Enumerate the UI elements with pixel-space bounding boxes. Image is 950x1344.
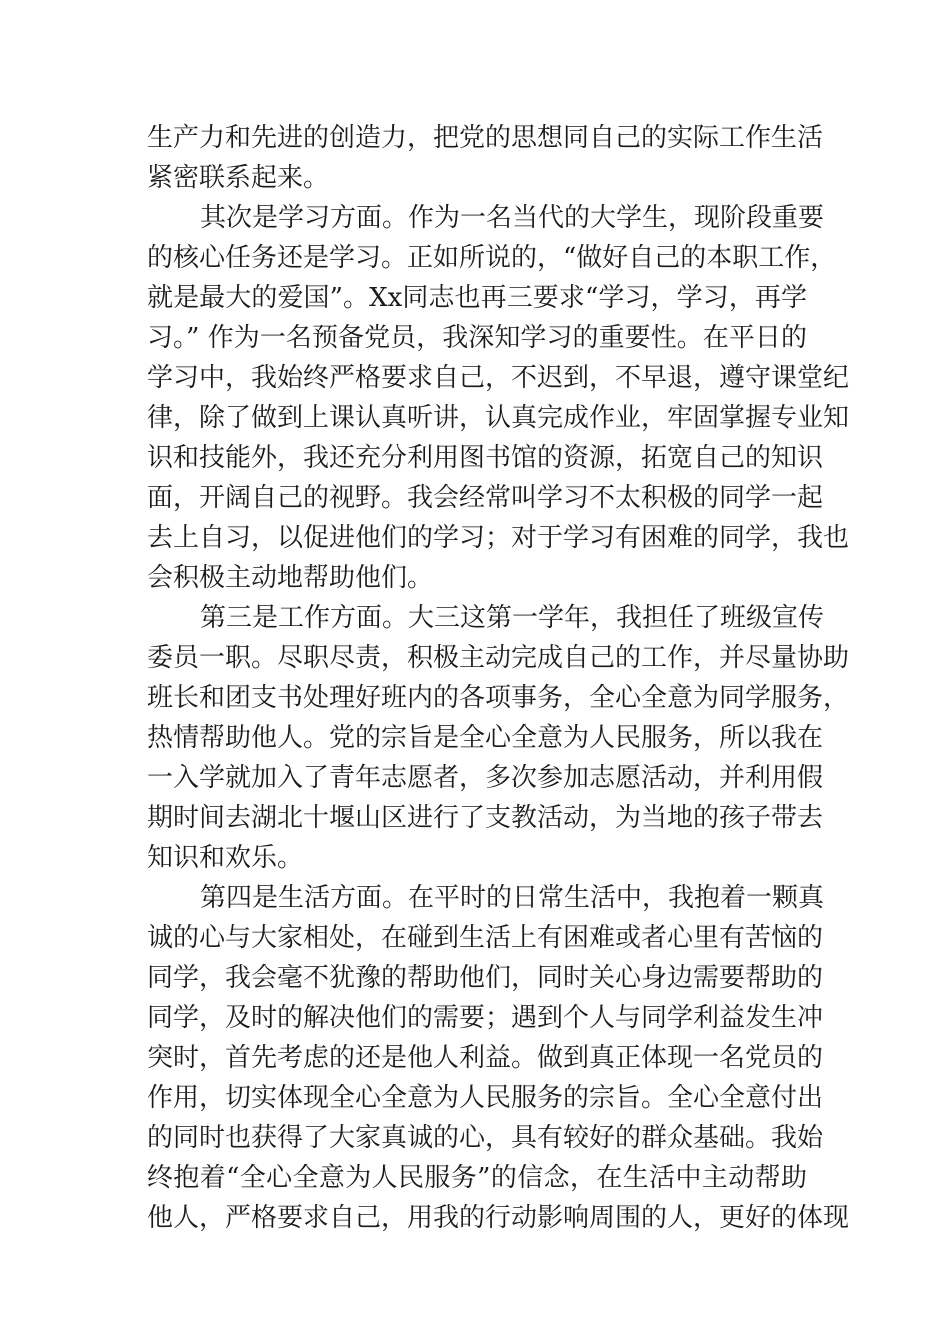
text-line: 一入学就加入了青年志愿者，多次参加志愿活动，并利用假 xyxy=(147,763,824,793)
text-line: 去上自习，以促进他们的学习；对于学习有困难的同学，我也 xyxy=(147,523,850,553)
text-line: 紧密联系起来。 xyxy=(147,163,330,193)
text-line: 识和技能外，我还充分利用图书馆的资源，拓宽自己的知识 xyxy=(147,443,824,473)
text-line: 委员一职。尽职尽责，积极主动完成自己的工作，并尽量协助 xyxy=(147,643,850,673)
text-line: 班长和团支书处理好班内的各项事务，全心全意为同学服务， xyxy=(147,683,850,713)
text-line: 同学，及时的解决他们的需要；遇到个人与同学利益发生冲 xyxy=(147,1003,824,1033)
text-line: 习。” 作为一名预备党员，我深知学习的重要性。在平日的 xyxy=(147,323,807,353)
text-line: 期时间去湖北十堰山区进行了支教活动，为当地的孩子带去 xyxy=(147,803,824,833)
text-line: 他人，严格要求自己，用我的行动影响周围的人，更好的体现 xyxy=(147,1203,850,1233)
text-line: 终抱着“全心全意为人民服务”的信念，在生活中主动帮助 xyxy=(147,1163,807,1193)
text-line: 会积极主动地帮助他们。 xyxy=(147,563,434,593)
text-line: 突时，首先考虑的还是他人利益。做到真正体现一名党员的 xyxy=(147,1043,824,1073)
text-line: 面，开阔自己的视野。我会经常叫学习不太积极的同学一起 xyxy=(147,483,824,513)
text-line: 的核心任务还是学习。正如所说的，“做好自己的本职工作， xyxy=(147,243,837,273)
text-line: 知识和欢乐。 xyxy=(147,843,304,873)
text-line: 生产力和先进的创造力，把党的思想同自己的实际工作生活 xyxy=(147,123,824,153)
text-line: 的同时也获得了大家真诚的心，具有较好的群众基础。我始 xyxy=(147,1123,824,1153)
paragraph-start-line: 第四是生活方面。在平时的日常生活中，我抱着一颗真 xyxy=(200,883,825,913)
text-line: 热情帮助他人。党的宗旨是全心全意为人民服务，所以我在 xyxy=(147,723,824,753)
text-line: 律，除了做到上课认真听讲，认真完成作业，牢固掌握专业知 xyxy=(147,403,850,433)
text-line: 作用，切实体现全心全意为人民服务的宗旨。全心全意付出 xyxy=(147,1083,824,1113)
text-line: 诚的心与大家相处，在碰到生活上有困难或者心里有苦恼的 xyxy=(147,923,824,953)
text-line: 就是最大的爱国”。Xx同志也再三要求“学习，学习，再学 xyxy=(147,283,807,313)
paragraph-start-line: 第三是工作方面。大三这第一学年，我担任了班级宣传 xyxy=(200,603,825,633)
paragraph-start-line: 其次是学习方面。作为一名当代的大学生，现阶段重要 xyxy=(200,203,825,233)
text-line: 同学，我会毫不犹豫的帮助他们，同时关心身边需要帮助的 xyxy=(147,963,824,993)
text-line: 学习中，我始终严格要求自己，不迟到，不早退，遵守课堂纪 xyxy=(147,363,850,393)
